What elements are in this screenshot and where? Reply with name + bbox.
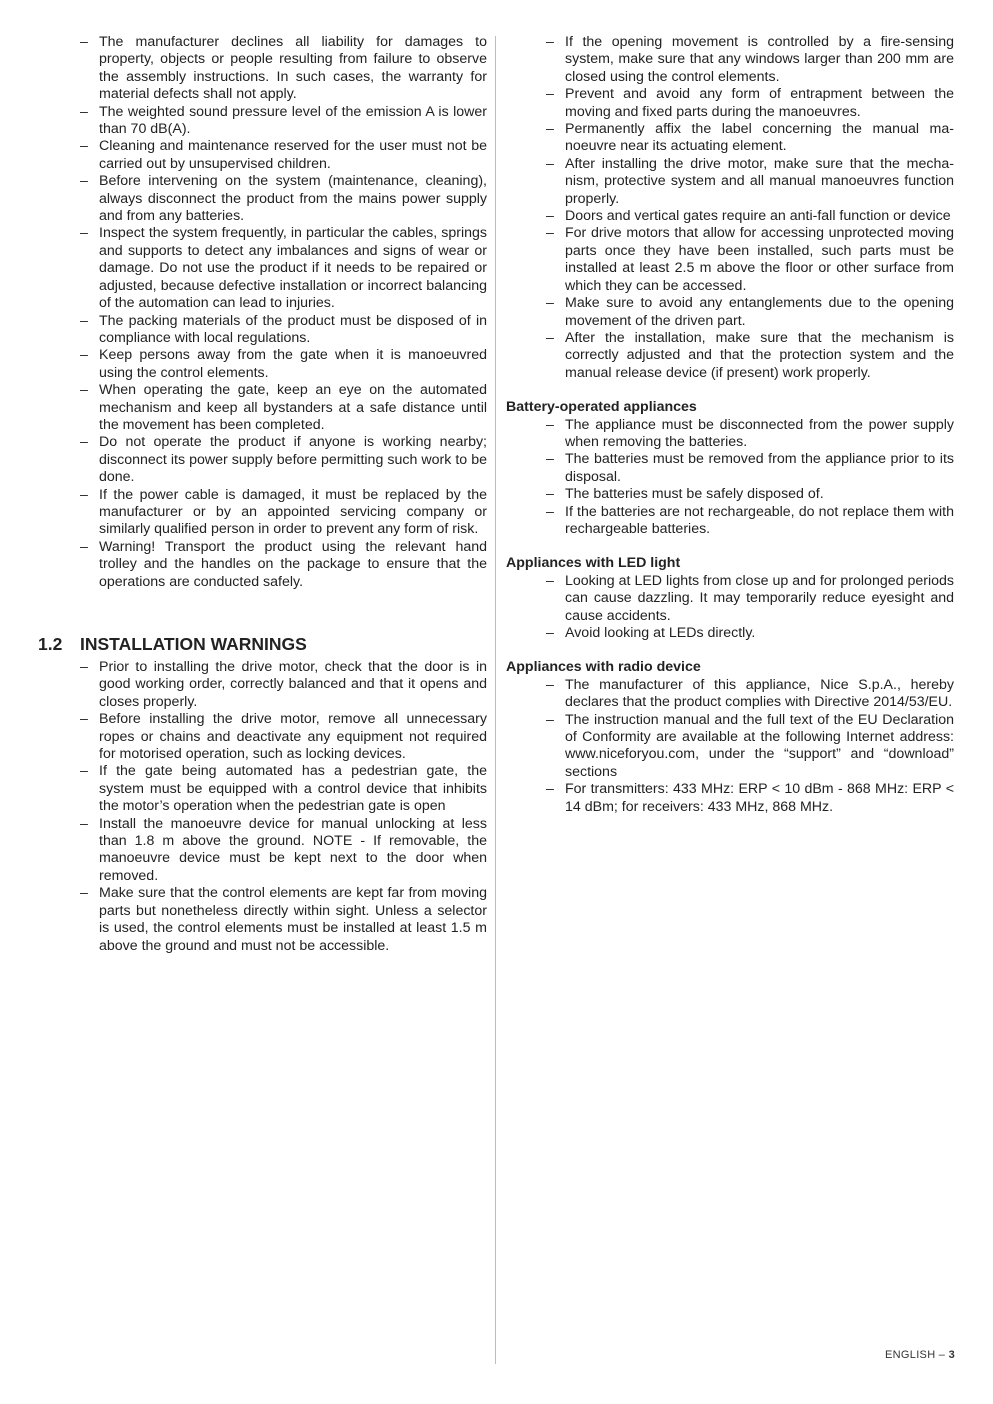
led-list [546, 573, 954, 643]
list-item: – The manufacturer of this appliance, Nice S.p.A., hereby declares that the product complies with Directive 2014/53/EU. [546, 677, 954, 712]
list-item: – For drive motors that allow for accessing unprotected moving parts once they have been installed, such parts must be installed at least 2.5 m above the floor or other surface from which they can be accessed. [546, 225, 954, 295]
section-heading [38, 634, 307, 655]
list-item: – The manufacturer declines all liability for damages to property, objects or people resulting from failure to observe the assembly instructions. In such cases, the warranty for material defects shall not apply. [80, 34, 487, 104]
installation-warnings-block [80, 659, 487, 955]
column-divider [495, 36, 496, 1364]
page-number: 3 [948, 1349, 955, 1361]
radio-heading: Appliances with radio device [506, 659, 701, 676]
section-number: 1.2 [38, 634, 63, 654]
battery-list [546, 417, 954, 539]
list-item: – Prevent and avoid any form of entrapment between the moving and fixed parts during the manoeuvres. [546, 86, 954, 121]
installation-warnings-list [80, 659, 487, 955]
list-item: – Warning! Transport the product using the relevant hand trolley and the handles on the package to ensure that the operations are conducted safely. [80, 539, 487, 591]
list-item: – Keep persons away from the gate when it is manoeuvred using the control elements. [80, 347, 487, 382]
list-item: – If the gate being automated has a pedestrian gate, the system must be equipped with a control device that inhibits the motor’s operation when the pedestrian gate is open [80, 763, 487, 815]
page-footer [885, 1349, 955, 1361]
list-item: – The appliance must be disconnected from the power supply when removing the batteries. [546, 417, 954, 452]
list-item: – For transmitters: 433 MHz: ERP < 10 dBm - 868 MHz: ERP < 14 dBm; for receivers: 433 MHz, 868 MHz. [546, 781, 954, 816]
list-item: – Permanently affix the label concerning the manual manoeuvre near its actuating element. [546, 121, 954, 156]
right-column [506, 34, 954, 833]
list-item: – After installing the drive motor, make sure that the mechanism, protective system and all manual manoeuvres function properly. [546, 156, 954, 208]
list-item: – Before installing the drive motor, remove all unnecessary ropes or chains and deactivate any equipment not required for motorised operation, such as locking devices. [80, 711, 487, 763]
list-item: – Avoid looking at LEDs directly. [546, 625, 954, 642]
list-item: – Make sure to avoid any entanglements due to the opening movement of the driven part. [546, 295, 954, 330]
list-item: – Make sure that the control elements are kept far from moving parts but nonetheless directly within sight. Unless a selector is used, the control elements must be installed at least 1.5 m above the ground and must not be accessible. [80, 885, 487, 955]
led-heading: Appliances with LED light [506, 555, 681, 572]
installation-warnings-continued-list [546, 34, 954, 382]
list-item: – If the opening movement is controlled by a fire-sensing system, make sure that any windows larger than 200 mm are closed using the control elements. [546, 34, 954, 86]
list-item: – Inspect the system frequently, in particular the cables, springs and supports to detect any imbalances and signs of wear or damage. Do not use the product if it needs to be repaired or adjusted, because defective installation or incorrect balancing of the automation can lead to injuries. [80, 225, 487, 312]
left-column [80, 34, 487, 591]
list-item: – The batteries must be safely disposed of. [546, 486, 954, 503]
list-item: – If the batteries are not rechargeable, do not replace them with rechargeable batteries. [546, 504, 954, 539]
battery-section [506, 399, 954, 538]
general-warnings-list [80, 34, 487, 591]
list-item: – Looking at LED lights from close up and for prolonged periods can cause dazzling. It may temporarily reduce eyesight and cause accidents. [546, 573, 954, 625]
list-item: – Prior to installing the drive motor, check that the door is in good working order, correctly balanced and that it opens and closes properly. [80, 659, 487, 711]
section-title: INSTALLATION WARNINGS [80, 634, 307, 654]
list-item: – Before intervening on the system (maintenance, cleaning), always disconnect the product from the mains power supply and from any batteries. [80, 173, 487, 225]
list-item: – Do not operate the product if anyone is working nearby; disconnect its power supply before permitting such work to be done. [80, 434, 487, 486]
list-item: – After the installation, make sure that the mechanism is correctly adjusted and that the protection system and the manual release device (if present) work properly. [546, 330, 954, 382]
led-section [506, 555, 954, 642]
list-item: – Doors and vertical gates require an anti-fall function or device [546, 208, 954, 225]
radio-list [546, 677, 954, 816]
radio-section [506, 659, 954, 816]
list-item: – The packing materials of the product must be disposed of in compliance with local regulations. [80, 313, 487, 348]
list-item: – The instruction manual and the full text of the EU Declaration of Conformity are available at the following Internet address: www.niceforyou.com, under the “support” and “download” sections [546, 712, 954, 782]
list-item: – The batteries must be removed from the appliance prior to its disposal. [546, 451, 954, 486]
list-item: – Cleaning and maintenance reserved for the user must not be carried out by unsupervised children. [80, 138, 487, 173]
list-item: – When operating the gate, keep an eye on the automated mechanism and keep all bystanders at a safe distance until the movement has been completed. [80, 382, 487, 434]
list-item: – The weighted sound pressure level of the emission A is lower than 70 dB(A). [80, 104, 487, 139]
list-item: – Install the manoeuvre device for manual unlocking at less than 1.8 m above the ground. NOTE - If removable, the manoeuvre device must be kept next to the door when removed. [80, 816, 487, 886]
list-item: – If the power cable is damaged, it must be replaced by the manufacturer or by an appointed servicing company or similarly qualified person in order to prevent any form of risk. [80, 487, 487, 539]
battery-heading: Battery-operated appliances [506, 399, 697, 416]
footer-language: ENGLISH – [885, 1349, 949, 1361]
